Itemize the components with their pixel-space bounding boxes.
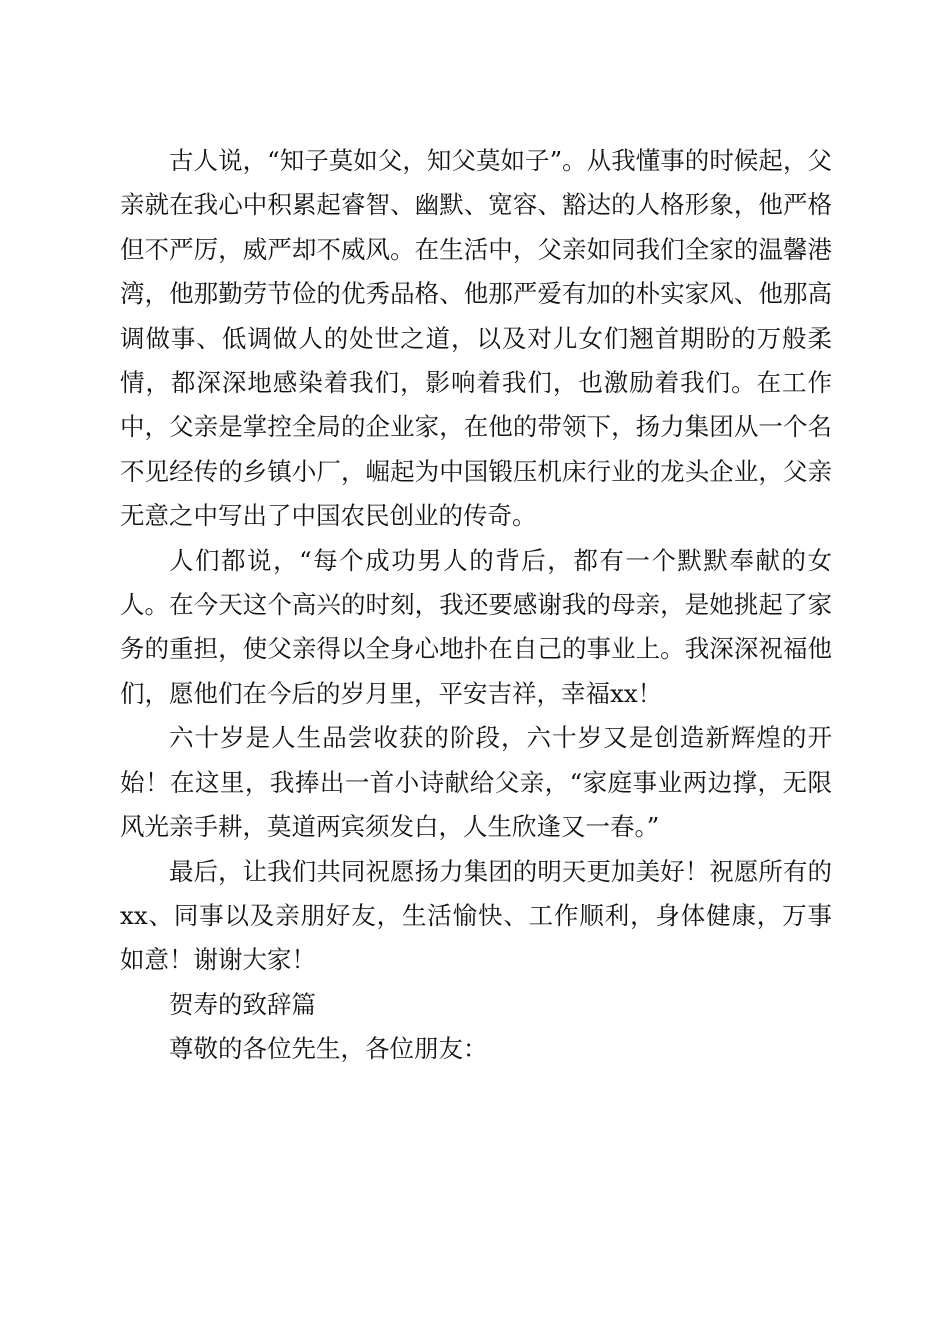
document-body: [120, 139, 832, 1072]
salutation: 尊敬的各位先生，各位朋友：: [169, 1034, 488, 1064]
paragraph-mother-thanks: 人们都说，“每个成功男人的背后，都有一个默默奉献的女人。在今天这个高兴的时刻，我还要感谢我的母亲，是她挑起了家务的重担，使父亲得以全身心地扑在自己的事业上。我深深祝福他们，愿他们在今后的岁月里，平安吉祥，幸福xx！: [120, 545, 832, 708]
paragraph-sixty-poem: 六十岁是人生品尝收获的阶段，六十岁又是创造新辉煌的开始！在这里，我捧出一首小诗献给父亲，“家庭事业两边撑，无限风光亲手耕，莫道两宾须发白，人生欣逢又一春。”: [120, 723, 832, 842]
paragraph-father-tribute: 古人说，“知子莫如父，知父莫如子”。从我懂事的时候起，父亲就在我心中积累起睿智、幽默、宽容、豁达的人格形象，他严格但不严厉，威严却不威风。在生活中，父亲如同我们全家的温馨港湾，他那勤劳节俭的优秀品格、他那严爱有加的朴实家风、他那高调做事、低调做人的处世之道，以及对儿女们翘首期盼的万般柔情，都深深地感染着我们，影响着我们，也激励着我们。在工作中，父亲是掌控全局的企业家，在他的带领下，扬力集团从一个名不见经传的乡镇小厂，崛起为中国锻压机床行业的龙头企业，父亲无意之中写出了中国农民创业的传奇。: [120, 146, 832, 531]
section-heading: 贺寿的致辞篇: [169, 989, 316, 1019]
paragraph-closing-wishes: 最后，让我们共同祝愿扬力集团的明天更加美好！祝愿所有的xx、同事以及亲朋好友，生活愉快、工作顺利，身体健康，万事如意！谢谢大家！: [120, 856, 832, 975]
